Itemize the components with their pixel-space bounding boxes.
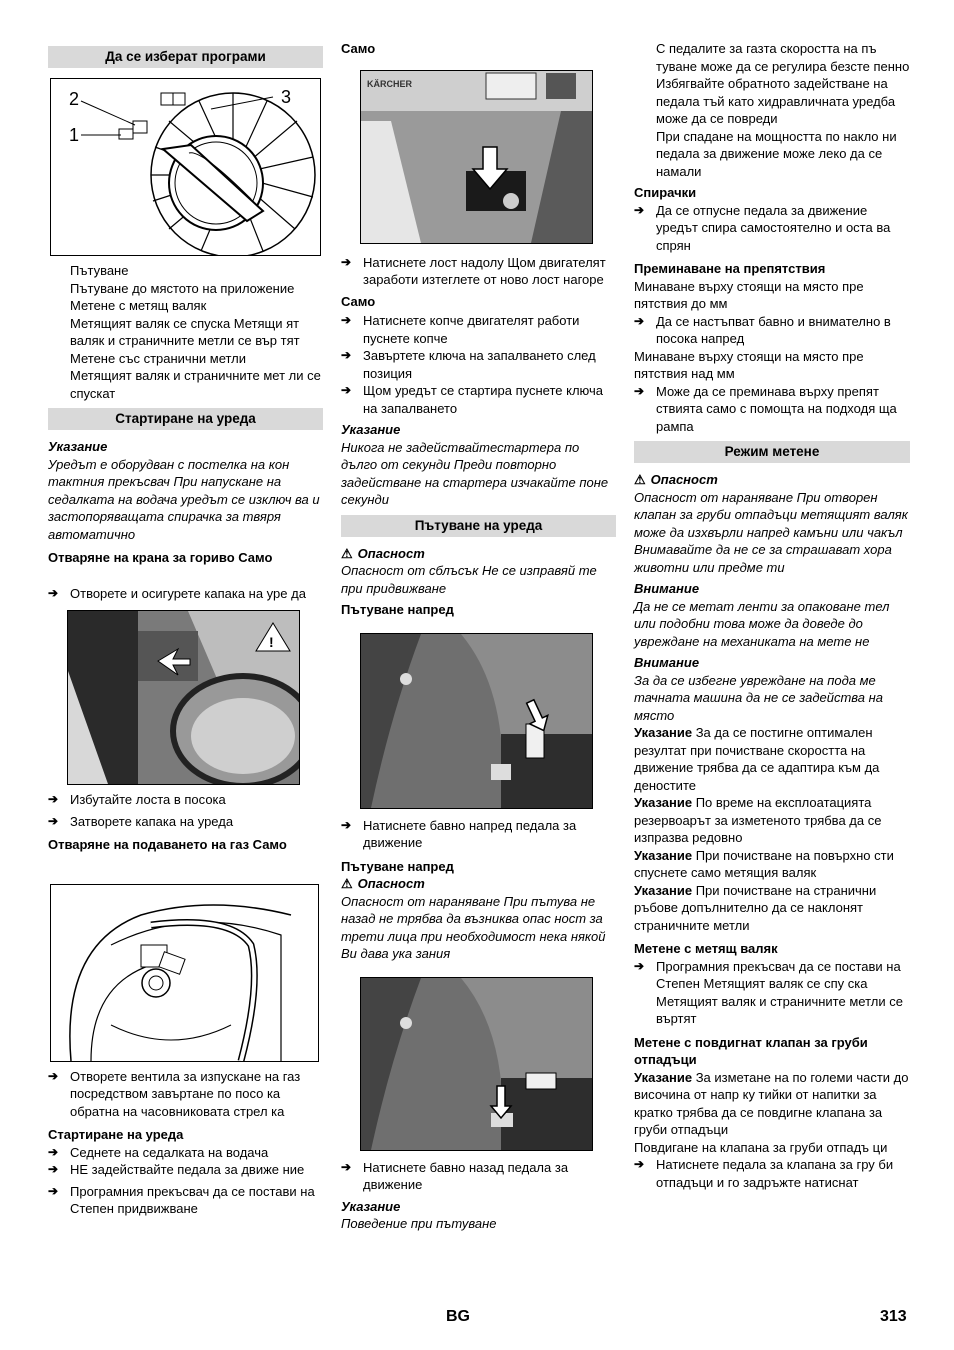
caution-text: За да се избегне увреждане на пода ме тачната машина да не се задейства на място: [634, 672, 884, 723]
fuel-step: ➔ Затворете капака на уреда: [48, 813, 323, 831]
flap-text: Повдигане на клапана за груби отпадъ ци: [634, 1139, 888, 1155]
fuel-step: ➔ Отворете и осигурете капака на уре да: [48, 585, 323, 603]
reverse-title: Пътуване напред: [341, 858, 454, 874]
fuel-tap-photo: [67, 610, 300, 785]
note-text: Уредът е оборудван с постелка на кон тактния прекъсвач При напускане на седалката на водача уредът се изключ ва и застопоряващата спирачка за твяря автоматично: [48, 456, 320, 542]
note-text: При почистване на странични ръбове допълнително да се наклонят страничните метли: [634, 882, 877, 933]
reverse-pedal-photo: [360, 977, 593, 1151]
svg-text:!: !: [269, 634, 274, 650]
program-dial-illustration: [51, 79, 320, 255]
gas-valve-figure: [50, 884, 319, 1062]
start-step: ➔ НЕ задействайте педала за движе ние: [48, 1161, 323, 1179]
obstacles-step: ➔ Да се настъпват бавно и внимателно в посока напред: [634, 313, 910, 348]
note-label: Указание: [634, 725, 693, 740]
start-title: Стартиране на уреда: [48, 1127, 184, 1142]
program-item: Метящият валяк и страничните мет ли се спускат: [70, 368, 321, 401]
gas-supply-title: Отваряне на подаването на газ Само: [48, 837, 287, 852]
column-left: [48, 40, 323, 1218]
brakes-step: ➔ Да се отпусне педала за движение уредът спира самостоятелно и оста ва спрян: [634, 202, 910, 255]
note-text: За да се постигне оптимален резултат при почистване скоростта на движение трябва да се адаптира към да деностите: [634, 725, 880, 793]
column-middle: [341, 40, 616, 1233]
program-list: [48, 262, 323, 402]
danger-label: ⚠ Опасност: [341, 875, 616, 893]
start-lever-photo-art: [361, 71, 592, 243]
brand-label: KÄRCHER: [367, 78, 412, 89]
danger-text: Опасност от нараняване При пътува не назад не трябва да възниква опас ност за трети лица при необходимост нека някой Ви дава ука зания: [341, 893, 606, 961]
note-label: Указание: [634, 795, 693, 810]
reverse-step: ➔ Натиснете бавно назад педала за движение: [341, 1159, 616, 1194]
note-label: Указание: [634, 1069, 693, 1085]
obstacles-step: ➔ Може да се преминава върху препят ствията само с помощта на подходя ща рампа: [634, 383, 910, 436]
sweep-note: [634, 794, 910, 847]
flap-title: Метене с повдигнат клапан за груби отпадъци: [634, 1034, 868, 1067]
column-right: [634, 40, 910, 1191]
note-label: Указание: [634, 847, 693, 863]
note-label: Указание: [341, 1198, 401, 1214]
flap-note: [634, 1069, 910, 1139]
program-dial-figure: [50, 78, 321, 256]
caution-text: Да не се метат ленти за опаковане тел или подобни това може да доведе до увреждане на механиката на мете не: [634, 598, 890, 649]
only-label: Само: [341, 293, 376, 309]
button-step: ➔ Завъртете ключа на запалването след позиция: [341, 347, 616, 382]
start-step: ➔ Програмния прекъсвач да се постави на Степен придвижване: [48, 1183, 323, 1218]
caution-label: Внимание: [634, 655, 700, 670]
brakes-title: Спирачки: [634, 185, 697, 200]
lever-step: ➔ Натиснете лост надолу Щом двигателят заработи изтеглете от ново лост нагоре: [341, 254, 616, 289]
sweep-note: [634, 882, 910, 935]
footer-page-number: 313: [880, 1308, 907, 1325]
sweep-note: [634, 724, 910, 794]
section-header-start-device: Стартиране на уреда: [48, 408, 323, 430]
dial-callout-3: 3: [281, 87, 292, 107]
note-text: Никога не задействайтестартера по дълго от секунди Преди повторно задействане на стартера изчакайте поне секунди: [341, 439, 609, 507]
sweep-note: [634, 847, 910, 882]
dial-callout-2: 2: [69, 89, 80, 109]
fuel-tap-title: Отваряне на крана за гориво Само: [48, 550, 273, 565]
note-text: За изметане на по големи части до височина от напр ку тийки от напитки за кратко трябва да се повдигне клапана за груби отпадъци: [634, 1069, 909, 1137]
note-text: При почистване на повърхно сти спуснете само метящия валяк: [634, 847, 894, 880]
obstacles-text: Минаване върху стоящи на място пре пятствия над мм: [634, 348, 864, 381]
section-header-sweeping: Режим метене: [634, 441, 910, 463]
note-label: Указание: [341, 422, 401, 437]
gas-note: Избягвайте обратното задействане на педала тъй като хидравличната уредба може да се повреди: [656, 76, 896, 126]
reverse-pedal-photo-art: [361, 978, 592, 1150]
danger-text: Опасност от сблъсък Не се изправяй те при придвижване: [341, 563, 597, 596]
danger-text: Опасност от нараняване При отворен клапан за груби отпадъци метящият валяк може да изхвърли напред камъни или чакъл Внимавайте да не се за страшават хора животни или предме ти: [634, 489, 908, 575]
roller-step: ➔ Програмния прекъсвач да се постави на Степен Метящият валяк се спу ска Метящият валяк и страничните метли се въртят: [634, 958, 910, 1028]
footer-language: BG: [446, 1308, 470, 1325]
program-item: Пътуване: [70, 263, 129, 278]
note-label: Указание: [634, 882, 693, 898]
section-header-driving: Пътуване на уреда: [341, 515, 616, 537]
program-item: Метящият валяк се спуска Метящи ят валяк и страничните метли се вър тят: [70, 315, 300, 348]
start-lever-photo: [360, 70, 593, 244]
note-text: Поведение при пътуване: [341, 1216, 497, 1231]
note-text: По време на експлоатацията резервоарът за изметеното трябва да се изпразва редовно: [634, 795, 882, 845]
program-item: Метене със странични метли: [70, 350, 247, 366]
roller-title: Метене с метящ валяк: [634, 941, 778, 956]
only-label: Само: [341, 41, 376, 56]
section-header-select-programs: Да се изберат програми: [48, 46, 323, 68]
gas-note: При спадане на мощността по накло ни педала за движение може леко да се намали: [656, 128, 897, 179]
button-step: ➔ Натиснете копче двигателят работи пуснете копче: [341, 312, 616, 347]
gas-step: ➔ Отворете вентила за изпускане на газ посредством завъртане по посо ка обратна на часовниковата стрел ка: [48, 1068, 323, 1121]
program-item: Метене с метящ валяк: [70, 298, 207, 313]
gas-note: С педалите за газта скоростта на пъ туване може да се регулира безсте пенно: [656, 41, 910, 74]
caution-label: Внимание: [634, 581, 700, 596]
gas-valve-illustration: [51, 885, 318, 1061]
danger-label: ⚠ Опасност: [634, 471, 910, 489]
forward-title: Пътуване напред: [341, 602, 454, 617]
forward-pedal-photo-art: [361, 634, 592, 808]
obstacles-title: Преминаване на препятствия: [634, 261, 826, 276]
fuel-step: ➔ Избутайте лоста в посока: [48, 791, 323, 809]
program-item: Пътуване до мястото на приложение: [70, 280, 295, 296]
obstacles-text: Минаване върху стоящи на място пре пятствия до мм: [634, 278, 864, 311]
flap-step: ➔ Натиснете педала за клапана за гру би отпадъци и го задръжте натиснат: [634, 1156, 910, 1191]
forward-pedal-photo: [360, 633, 593, 809]
fuel-tap-photo-art: [68, 611, 299, 784]
start-step: ➔ Седнете на седалката на водача: [48, 1144, 323, 1162]
forward-step: ➔ Натиснете бавно напред педала за движение: [341, 817, 616, 852]
danger-label: ⚠ Опасност: [341, 545, 616, 563]
dial-callout-1: 1: [69, 125, 80, 145]
note-label: Указание: [48, 439, 108, 454]
button-step: ➔ Щом уредът се стартира пуснете ключа на запалването: [341, 382, 616, 417]
